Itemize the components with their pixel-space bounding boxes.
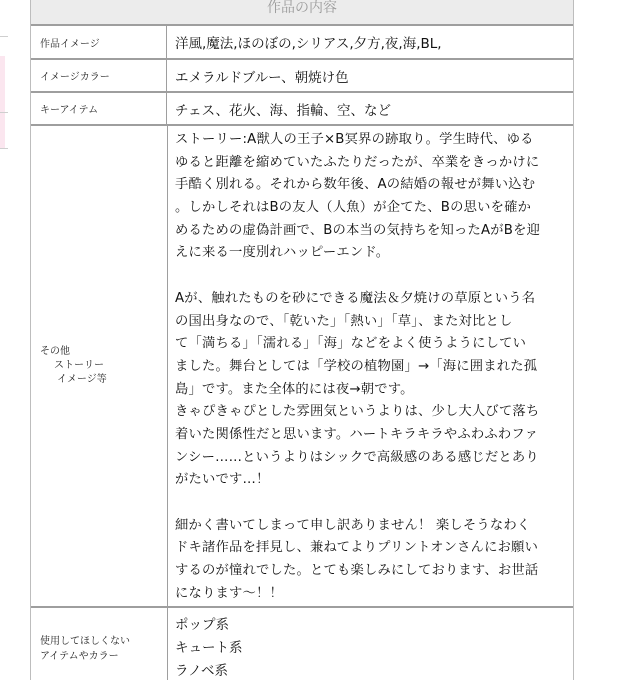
left-page-margin [0, 0, 32, 680]
story-line: がたいです…！ [175, 472, 270, 488]
row-key-items [31, 91, 573, 124]
story-line: 細かく書いてしまって申し訳ありません！ 楽しそうなわく [175, 517, 531, 533]
avoid-item: ラノベ系 [175, 663, 229, 679]
margin-divider [0, 112, 8, 113]
label-other-line: イメージ等 [57, 374, 107, 385]
row-work-image [31, 24, 573, 58]
story-line: Aが、触れたものを砂にできる魔法＆夕焼けの草原という名 [175, 290, 536, 306]
story-line: するのが憧れでした。とても楽しみにしております、お世話 [175, 563, 539, 579]
story-line: ゆると距離を縮めていたふたりだったが、卒業をきっかけに [175, 154, 540, 170]
label-avoid-line: 使用してほしくない [40, 636, 130, 647]
label-key-items: キーアイテム [31, 93, 167, 124]
margin-divider [0, 148, 8, 149]
story-line: ました。舞台としては「学校の植物園」→「海に囲まれた孤 [175, 358, 538, 374]
row-other [31, 124, 573, 606]
value-work-image: 洋風,魔法,ほのぼの,シリアス,夕方,夜,海,BL, [175, 36, 442, 52]
story-line: て「満ちる」「濡れる」「海」などをよく使うようにしてい [175, 336, 527, 352]
story-line: ドキ諸作品を拝見し、兼ねてよりプリントオンさんにお願い [175, 540, 539, 556]
label-other [31, 126, 168, 606]
story-line [175, 265, 573, 288]
label-other-line: ストーリー [54, 360, 104, 371]
story-line: になります〜！！ [175, 585, 283, 601]
story-line: 手酷く別れる。それから数年後、Aの結婚の報せが舞い込む [175, 177, 536, 193]
label-image-color: イメージカラー [31, 60, 167, 91]
story-line: めるための虚偽計画で、Bの本当の気持ちを知ったAがBを迎 [175, 222, 541, 238]
story-line: 。しかしそれはBの友人（人魚）が企てた、Bの思いを確か [175, 200, 532, 216]
row-image-color [31, 58, 573, 91]
story-line: ンシー……というよりはシックで高級感のある感じだとあり [175, 449, 539, 465]
story-line: の国出身なので、「乾いた」「熱い」「草」、また対比とし [175, 313, 513, 329]
label-avoid-items [31, 608, 168, 680]
story-line [175, 492, 573, 515]
label-work-image: 作品イメージ [31, 26, 167, 58]
story-line: 着いた関係性だと思います。ハートキラキラやふわふわファ [175, 426, 539, 442]
avoid-item: キュート系 [175, 640, 243, 656]
story-line: えに来る一度別れハッピーエンド。 [175, 245, 390, 261]
section-title: 作品の内容 [267, 0, 337, 16]
value-image-color: エメラルドブルー、朝焼け色 [175, 69, 349, 86]
order-form-table [30, 0, 574, 680]
section-header [31, 0, 573, 24]
value-avoid-items [168, 608, 573, 680]
story-line: きゃぴきゃぴとした雰囲気というよりは、少し大人びて落ち [175, 404, 540, 420]
value-key-items: チェス、花火、海、指輪、空、など [175, 102, 391, 119]
pink-accent-strip [0, 56, 5, 148]
story-line: 島」です。また全体的には夜→朝です。 [175, 381, 414, 397]
label-avoid-line: アイテムやカラー [40, 651, 119, 662]
label-other-line: その他 [40, 346, 70, 357]
avoid-item: ポップ系 [175, 617, 229, 633]
value-other-story [168, 126, 573, 606]
margin-divider [0, 36, 8, 37]
row-avoid-items [31, 606, 573, 680]
story-line: ストーリー:A獣人の王子×B冥界の跡取り。学生時代、ゆる [175, 132, 534, 147]
